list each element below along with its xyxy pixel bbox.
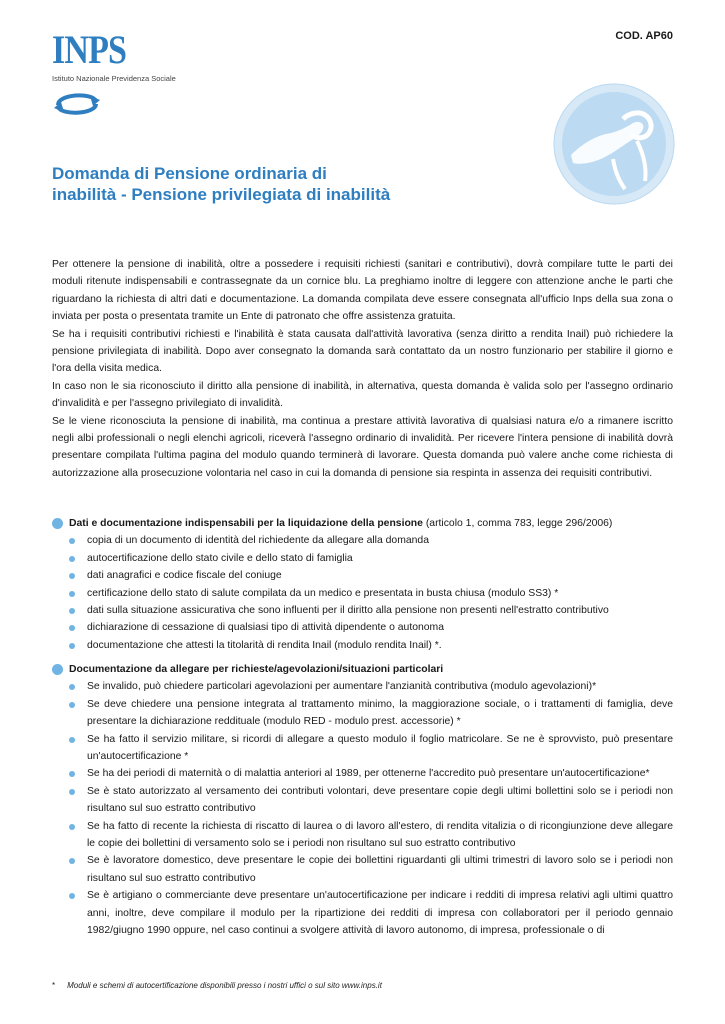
title-line-2: inabilità - Pensione privilegiata di inabilità	[52, 185, 391, 204]
intro-paragraph: Se le viene riconosciuta la pensione di inabilità, ma continua a prestare attività lavorativa di qualsiasi natura e/o a rimanere iscritto negli albi professionali o negli elenchi agricoli, riceverà l'assegno ordinario di invalidità. Per ricevere l'intera pensione di inabilità dovrà presentare compilata l'ultima pagina del modulo quando terminerà di lavorare. Questa domanda può valere anche come richiesta di autorizzazione alla prosecuzione volontaria nel caso in cui la domanda di pensione sia respinta in assenza dei requisiti contributivi.	[52, 415, 673, 479]
list-item: dati sulla situazione assicurativa che sono influenti per il diritto alla pensione non presenti nell'estratto contributivo	[52, 602, 673, 619]
required-documents-list	[52, 532, 673, 654]
section-heading	[52, 661, 673, 678]
list-item: dichiarazione di cessazione di qualsiasi tipo di attività dipendente o autonoma	[52, 619, 673, 636]
section-required-documents	[52, 515, 673, 654]
logo-text: INPS	[52, 27, 127, 72]
list-item: Se ha fatto di recente la richiesta di riscatto di laurea o di lavoro all'estero, di rendita vitalizia o di ricongiunzione deve allegare le copie dei bollettini di versamento solo se i periodi non risultano sul suo estratto contributivo	[52, 818, 673, 853]
intro-paragraph: Se ha i requisiti contributivi richiesti e l'inabilità è stata causata dall'attività lavorativa (senza diritto a rendita Inail) può richiedere la pensione privilegiata di inabilità. Dopo aver consegnato la domanda sarà contattato da un nostro funzionario per stabilire il giorno e l'ora della visita medica.	[52, 328, 673, 375]
section-heading	[52, 515, 673, 532]
bullet-icon	[69, 824, 75, 830]
list-item: certificazione dello stato di salute compilata da un medico e presentata in busta chiusa (modulo SS3) *	[52, 585, 673, 602]
bullet-icon	[69, 573, 75, 579]
list-item: dati anagrafici e codice fiscale del coniuge	[52, 567, 673, 584]
list-item: copia di un documento di identità del richiedente da allegare alla domanda	[52, 532, 673, 549]
bullet-icon	[69, 684, 75, 690]
circular-arrows-icon	[52, 88, 102, 118]
bullet-dot-icon	[52, 664, 63, 675]
list-item: Se ha fatto il servizio militare, si ricordi di allegare a questo modulo il foglio matricolare. Se ne è sprovvisto, può presentare un'autocertificazione *	[52, 731, 673, 766]
logo-subtitle: Istituto Nazionale Previdenza Sociale	[52, 74, 176, 83]
footnote-star: *	[52, 981, 56, 990]
list-item: documentazione che attesti la titolarità di rendita Inail (modulo rendita Inail) *.	[52, 637, 673, 654]
footnote	[52, 981, 382, 990]
list-item: Se invalido, può chiedere particolari agevolazioni per aumentare l'anzianità contributiva (modulo agevolazioni)*	[52, 678, 673, 695]
list-item: Se è stato autorizzato al versamento dei contributi volontari, deve presentare copie degli ultimi bollettini solo se i periodi non risultano sul suo estratto contributivo	[52, 783, 673, 818]
form-code: COD. AP60	[615, 30, 673, 42]
footnote-text: Moduli e schemi di autocertificazione disponibili presso i nostri uffici o sul sito www.inps.it	[67, 981, 382, 990]
bullet-icon	[69, 771, 75, 777]
bullet-icon	[69, 893, 75, 899]
intro-text	[52, 256, 673, 482]
list-item: Se ha dei periodi di maternità o di malattia anteriori al 1989, per ottenerne l'accredito può presentare un'autocertificazione*	[52, 765, 673, 782]
section-heading-bold: Documentazione da allegare per richieste/agevolazioni/situazioni particolari	[69, 664, 444, 675]
hands-illustration-icon	[553, 83, 675, 205]
bullet-icon	[69, 538, 75, 544]
intro-paragraph: In caso non le sia riconosciuto il diritto alla pensione di inabilità, in alternativa, questa domanda è valida solo per l'assegno ordinario d'invalidità e per l'assegno privilegiato di invalidità.	[52, 380, 673, 410]
list-item: Se è artigiano o commerciante deve presentare un'autocertificazione per indicare i redditi di impresa relativi agli ultimi quattro anni, inoltre, deve compilare il modulo per la ripartizione dei redditi di impresa con collaboratori per il periodo gennaio 1982/giugno 1990 oppure, nel caso continui a svolgere attività di lavoro autonomo, di impresa, professionale o di	[52, 887, 673, 939]
section-heading-rest: (articolo 1, comma 783, legge 296/2006)	[422, 518, 613, 529]
bullet-icon	[69, 789, 75, 795]
bullet-dot-icon	[52, 518, 63, 529]
bullet-icon	[69, 737, 75, 743]
bullet-icon	[69, 702, 75, 708]
bullet-icon	[69, 591, 75, 597]
page-title	[52, 163, 522, 205]
bullet-icon	[69, 556, 75, 562]
bullet-icon	[69, 643, 75, 649]
bullet-icon	[69, 858, 75, 864]
inps-logo	[52, 27, 212, 83]
bullet-icon	[69, 608, 75, 614]
section-heading-bold: Dati e documentazione indispensabili per la liquidazione della pensione	[69, 518, 423, 529]
bullet-icon	[69, 625, 75, 631]
list-item: Se deve chiedere una pensione integrata al trattamento minimo, la maggiorazione sociale, o i trattamenti di famiglia, deve presentare la dichiarazione reddituale (modulo RED - modulo prest. accessorie) *	[52, 696, 673, 731]
list-item: Se è lavoratore domestico, deve presentare le copie dei bollettini riguardanti gli ultimi trimestri di lavoro solo se i periodi non risultano sul suo estratto contributivo	[52, 852, 673, 887]
intro-paragraph: Per ottenere la pensione di inabilità, oltre a possedere i requisiti richiesti (sanitari e contributivi), dovrà compilare tutte le parti dei moduli ritenute indispensabili e contrassegnate da un cornice blu. La preghiamo inoltre di leggere con attenzione anche le parti che riguardano la richiesta di altri dati e documentazione. La domanda compilata deve essere consegnata all'ufficio Inps della sua zona o inviata per posta o presentata tramite un Ente di patronato che offre assistenza gratuita.	[52, 259, 673, 323]
title-line-1: Domanda di Pensione ordinaria di	[52, 164, 327, 183]
additional-documents-list	[52, 678, 673, 939]
list-item: autocertificazione dello stato civile e dello stato di famiglia	[52, 550, 673, 567]
section-additional-documents	[52, 661, 673, 940]
